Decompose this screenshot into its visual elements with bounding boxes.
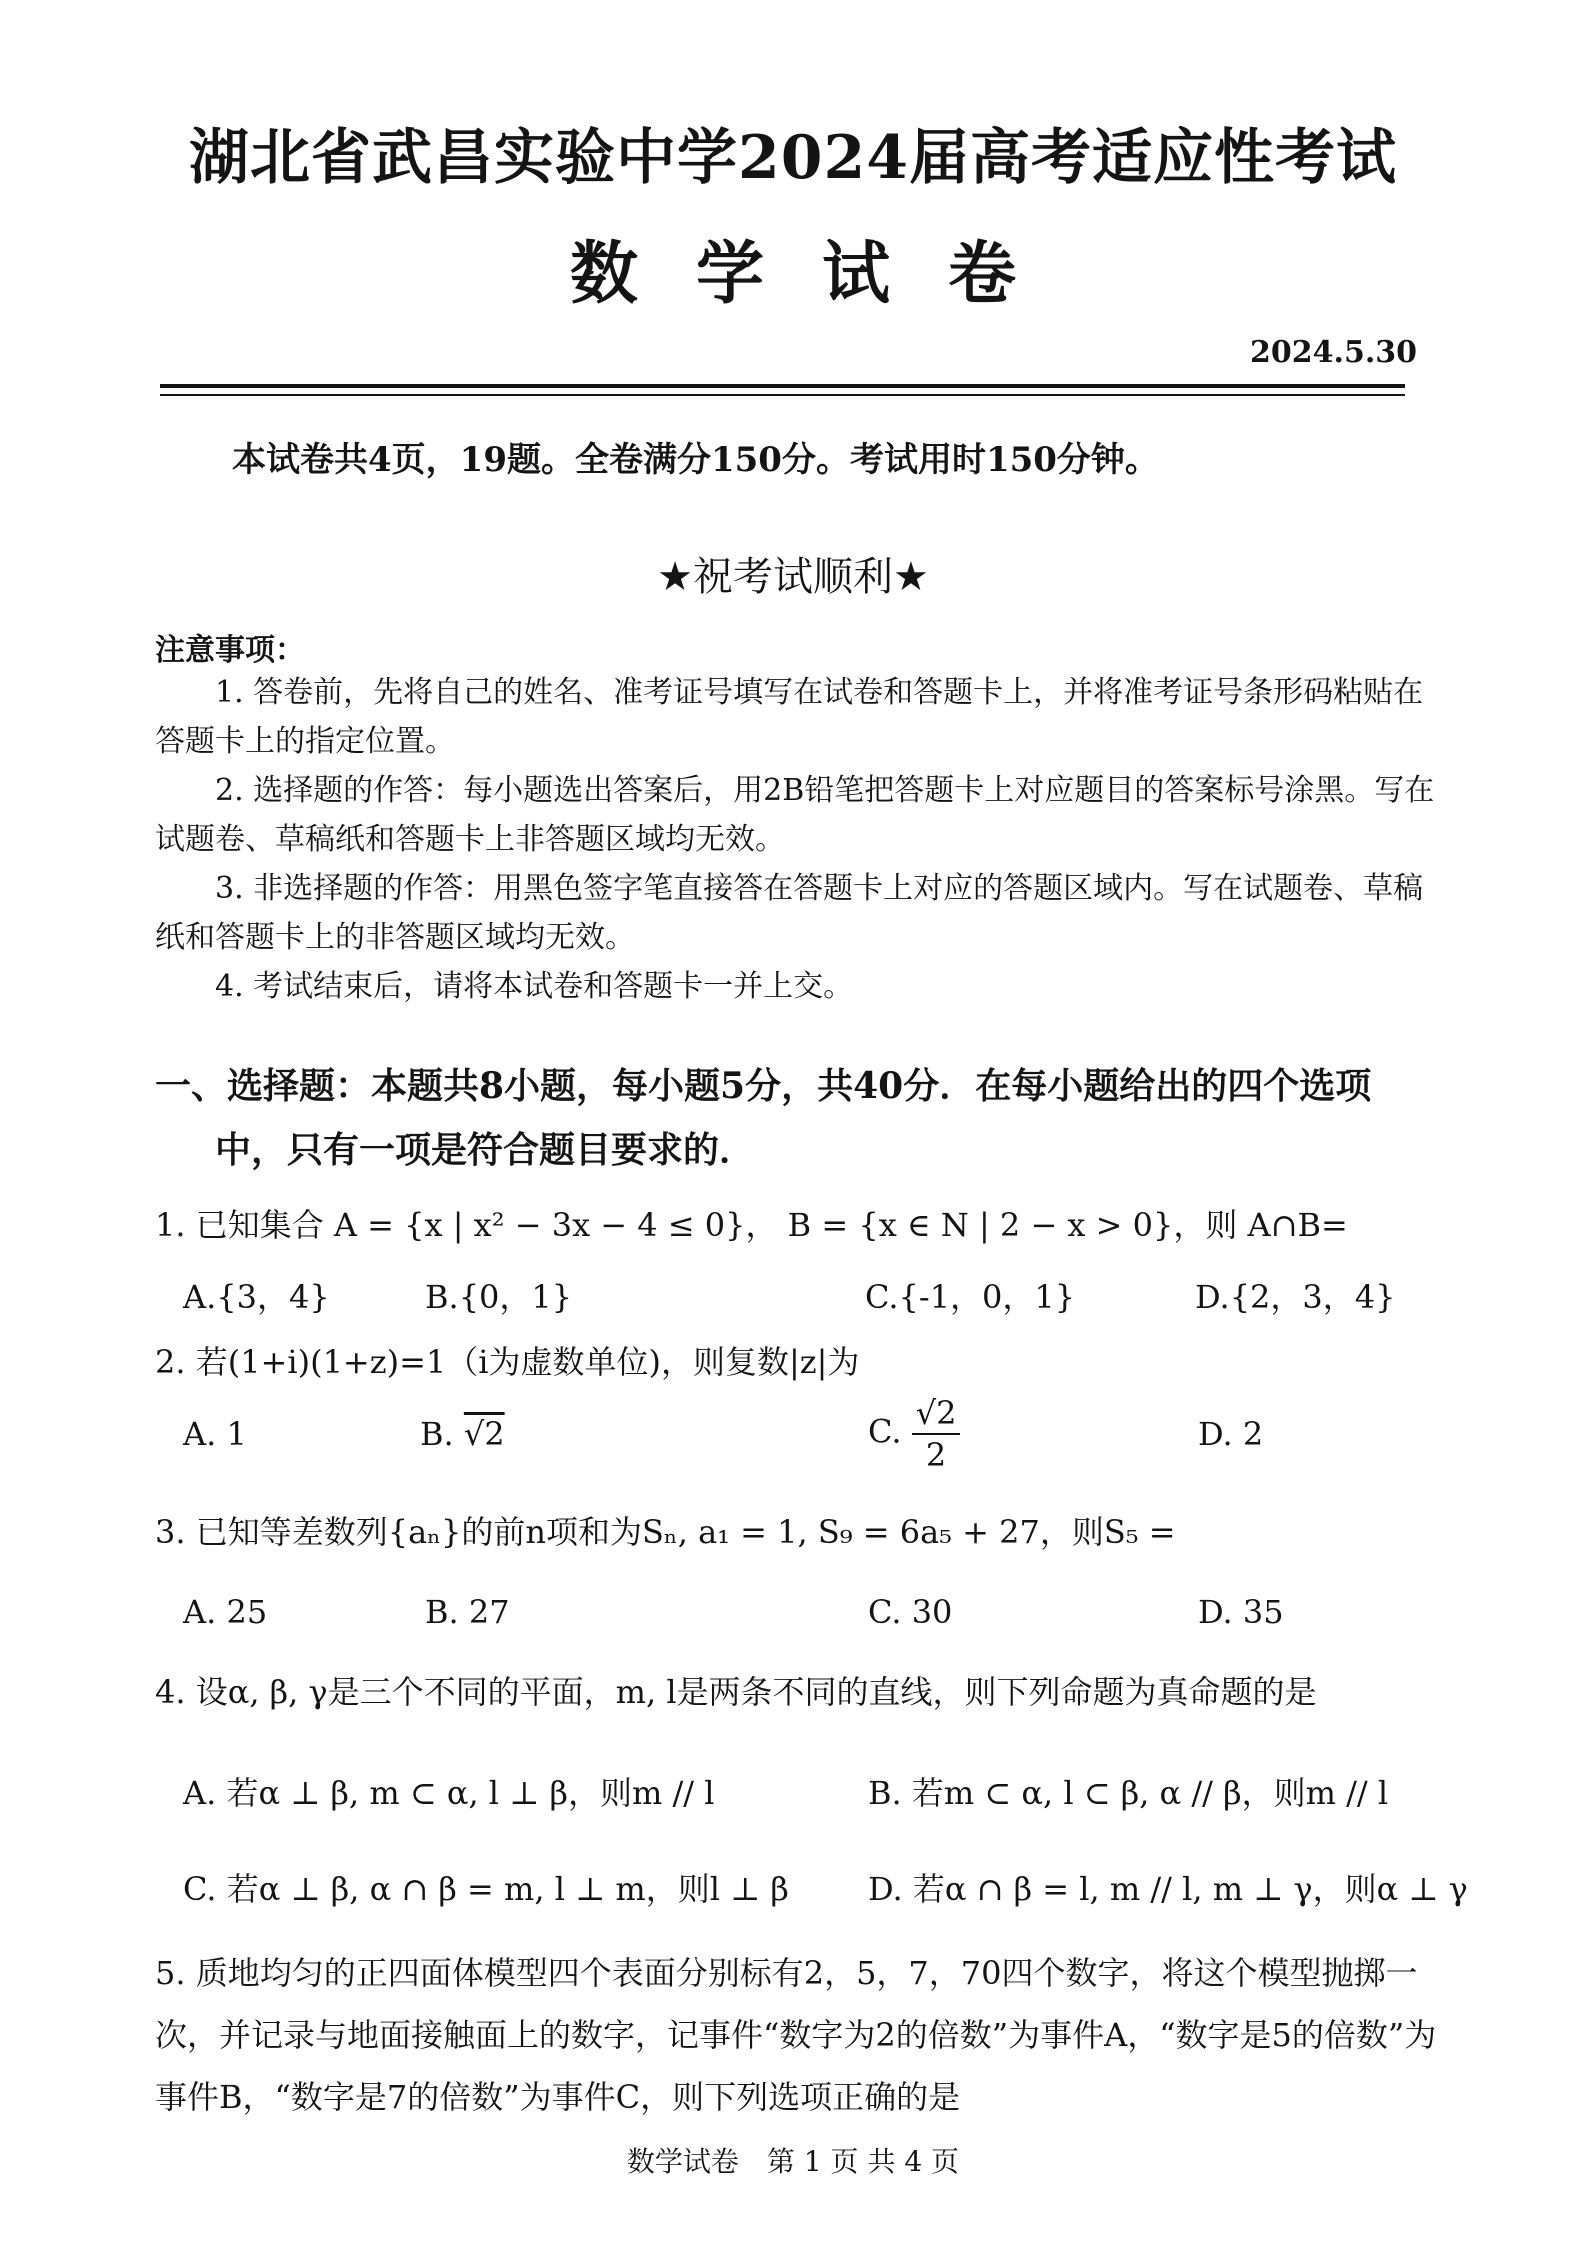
q4-option-c: C. 若α ⊥ β, α ∩ β = m, l ⊥ m，则l ⊥ β bbox=[183, 1870, 789, 1908]
q1-option-d: D.{2，3，4} bbox=[1195, 1278, 1396, 1316]
note-item-1: 1. 答卷前，先将自己的姓名、准考证号填写在试卷和答题卡上，并将准考证号条形码粘贴在答题卡上的指定位置。 bbox=[155, 675, 1424, 759]
question-1-stem: 1. 已知集合 A = {x | x² − 3x − 4 ≤ 0}， B = {x ∈ N | 2 − x > 0}，则 A∩B= bbox=[155, 1206, 1348, 1244]
q1-option-a: A.{3，4} bbox=[183, 1278, 330, 1316]
note-item-4: 4. 考试结束后，请将本试卷和答题卡一并上交。 bbox=[215, 969, 854, 1004]
q3-option-c: C. 30 bbox=[868, 1593, 953, 1631]
q2-option-b-sqrt: √2 bbox=[463, 1415, 505, 1453]
q2-option-d: D. 2 bbox=[1198, 1415, 1264, 1453]
q3-option-b: B. 27 bbox=[425, 1593, 510, 1631]
note-item-3: 3. 非选择题的作答：用黑色签字笔直接答在答题卡上对应的答题区域内。写在试题卷、草稿纸和答题卡上的非答题区域均无效。 bbox=[155, 871, 1424, 955]
exam-intro: 本试卷共4页，19题。全卷满分150分。考试用时150分钟。 bbox=[232, 440, 1159, 480]
question-3-stem: 3. 已知等差数列{aₙ}的前n项和为Sₙ, a₁ = 1, S₉ = 6a₅ + 27，则S₅ = bbox=[155, 1513, 1176, 1551]
q2-option-c: C. $\frac{√2}{2}$ bbox=[868, 1393, 960, 1475]
question-2-stem: 2. 若(1+i)(1+z)=1（i为虚数单位)，则复数|z|为 bbox=[155, 1343, 860, 1381]
exam-subtitle: 数学试卷 bbox=[569, 234, 1074, 314]
q4-option-d: D. 若α ∩ β = l, m // l, m ⊥ γ，则α ⊥ γ bbox=[868, 1870, 1468, 1908]
q2-option-c-fraction: $\frac{√2}{2}$ bbox=[912, 1393, 961, 1475]
exam-date: 2024.5.30 bbox=[1250, 335, 1418, 370]
q1-option-c: C.{-1，0，1} bbox=[865, 1278, 1076, 1316]
q4-option-a: A. 若α ⊥ β, m ⊂ α, l ⊥ β，则m // l bbox=[183, 1774, 715, 1812]
q4-option-b: B. 若m ⊂ α, l ⊂ β, α // β，则m // l bbox=[868, 1774, 1389, 1812]
q2-option-a: A. 1 bbox=[183, 1415, 247, 1453]
header-rule-thick bbox=[160, 384, 1405, 388]
section-heading-line1: 一、选择题：本题共8小题，每小题5分，共40分．在每小题给出的四个选项 bbox=[155, 1065, 1372, 1107]
question-4-stem: 4. 设α, β, γ是三个不同的平面，m, l是两条不同的直线，则下列命题为真命题的是 bbox=[155, 1673, 1317, 1711]
section-heading-line2: 中，只有一项是符合题目要求的． bbox=[215, 1129, 756, 1171]
header-rule-thin bbox=[160, 394, 1405, 396]
exam-title: 湖北省武昌实验中学2024届高考适应性考试 bbox=[189, 123, 1397, 193]
notes-heading: 注意事项： bbox=[155, 633, 305, 668]
q2-option-b: B. √2 bbox=[420, 1415, 505, 1453]
q1-option-b: B.{0，1} bbox=[425, 1278, 573, 1316]
q3-option-d: D. 35 bbox=[1198, 1593, 1284, 1631]
note-item-2: 2. 选择题的作答：每小题选出答案后，用2B铅笔把答题卡上对应题目的答案标号涂黑。写在试题卷、草稿纸和答题卡上非答题区域均无效。 bbox=[155, 773, 1435, 857]
blessing-line: ★祝考试顺利★ bbox=[657, 554, 929, 600]
page-footer: 数学试卷 第 1 页 共 4 页 bbox=[626, 2145, 960, 2178]
q3-option-a: A. 25 bbox=[183, 1593, 268, 1631]
question-5-stem: 5. 质地均匀的正四面体模型四个表面分别标有2，5，7，70四个数字，将这个模型抛掷一次，并记录与地面接触面上的数字，记事件“数字为2的倍数”为事件A，“数字是5的倍数”为事件B，“数字是7的倍数”为事件C，则下列选项正确的是 bbox=[155, 1954, 1437, 2116]
